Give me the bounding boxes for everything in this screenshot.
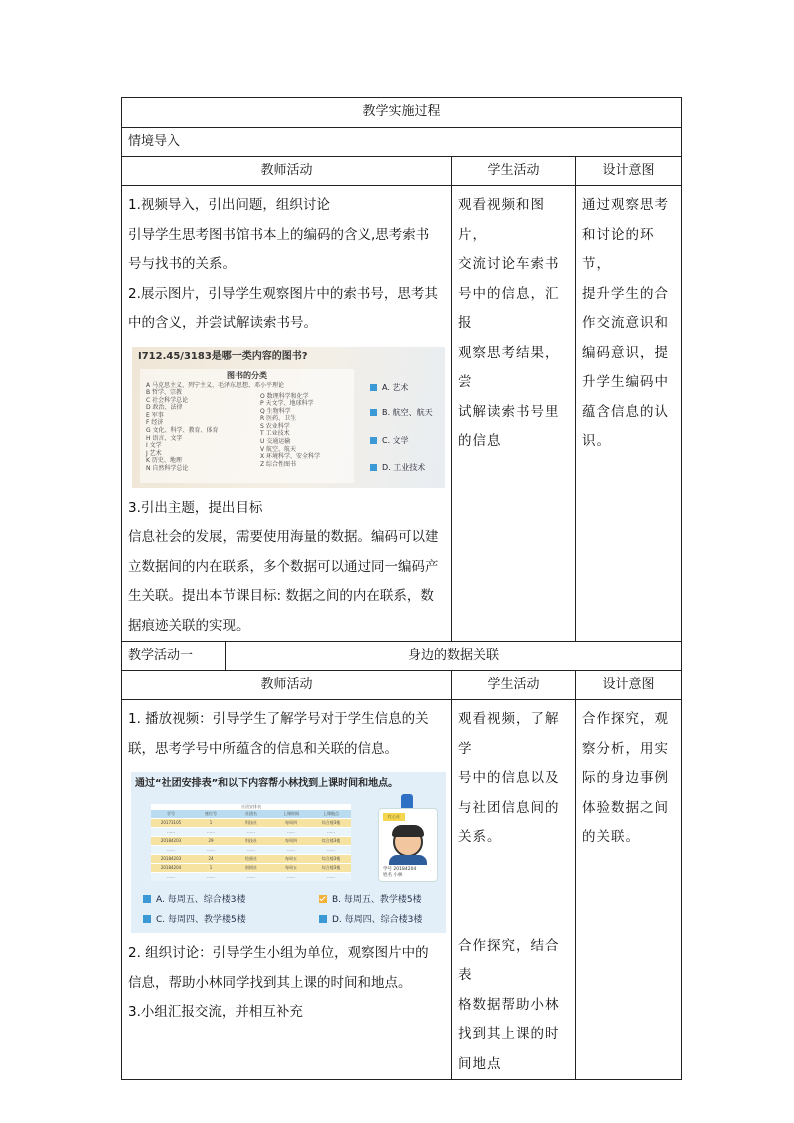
schedule-cell: 科技社 bbox=[245, 820, 257, 825]
book-classification-image bbox=[132, 347, 445, 488]
image-question: I712.45/3183是哪一类内容的图书? bbox=[138, 350, 308, 362]
schedule-cell: 24 bbox=[208, 856, 214, 861]
design-intent-cell bbox=[576, 186, 682, 642]
answer-option bbox=[319, 895, 422, 905]
classification-title: 图书的分类 bbox=[227, 370, 267, 380]
option-label: D. 工业技术 bbox=[382, 462, 426, 472]
activity-one-title: 身边的数据关联 bbox=[226, 642, 682, 671]
classification-item: I 文学 bbox=[146, 442, 162, 450]
schedule-cell: 综合楼3楼 bbox=[321, 856, 341, 861]
text-line: 据痕迹关联的实现。 bbox=[128, 617, 250, 634]
student-activity-cell bbox=[452, 186, 576, 642]
classification-item: J 艺术 bbox=[146, 449, 162, 457]
option-square-icon bbox=[319, 915, 327, 923]
image-question: 通过“社团安排表”和以下内容帮小林找到上课时间和地点。 bbox=[135, 778, 399, 789]
option-label: B. 航空、航天 bbox=[382, 407, 433, 417]
text-line: 3.引出主题，提出目标 bbox=[128, 499, 263, 516]
text-line: 2. 组织讨论：引导学生小组为单位，观察图片中的 bbox=[128, 945, 429, 961]
text-line: 间地点 bbox=[458, 1055, 502, 1072]
schedule-cell: …… bbox=[167, 847, 175, 852]
classification-item: G 文化、科学、教育、体育 bbox=[146, 427, 219, 435]
classification-item: D 政治、法律 bbox=[146, 404, 183, 412]
option-square-icon bbox=[370, 409, 377, 416]
schedule-table-title: 社团安排表 bbox=[241, 804, 261, 809]
classification-item: E 军事 bbox=[146, 411, 164, 419]
activity-one-label: 教学活动一 bbox=[122, 642, 226, 671]
text-line: 观察思考结果，尝 bbox=[458, 344, 560, 390]
classification-item: Z 综合性图书 bbox=[260, 460, 297, 468]
schedule-row bbox=[151, 828, 351, 836]
option-label: D. 每周四、综合楼3楼 bbox=[332, 915, 423, 925]
header-design-intent: 设计意图 bbox=[576, 157, 682, 186]
student-activity-cell bbox=[452, 700, 576, 1080]
schedule-cell: 综合楼3楼 bbox=[321, 865, 341, 870]
text-line: 号中的信息以及 bbox=[458, 770, 560, 786]
schedule-header-cell: 座位号 bbox=[205, 811, 217, 816]
avatar-hair-icon bbox=[392, 825, 424, 837]
classification-right-column bbox=[260, 393, 320, 469]
badge-tag-label: 红心社 bbox=[388, 814, 400, 819]
classification-box bbox=[140, 369, 354, 483]
option-label: C. 每周四、教学楼5楼 bbox=[156, 915, 246, 925]
classification-item: B 哲学、宗教 bbox=[146, 389, 183, 397]
text-line: 1.视频导入，引出问题，组织讨论 bbox=[128, 197, 330, 213]
text-line: 通过观察思考 bbox=[582, 197, 669, 213]
option-square-icon bbox=[370, 384, 377, 391]
schedule-row bbox=[151, 846, 351, 854]
section-intro-label: 情境导入 bbox=[122, 128, 682, 157]
text-line: 提升学生的合 bbox=[582, 285, 669, 302]
club-schedule-image bbox=[131, 772, 446, 933]
text-line: 号中的信息，汇报 bbox=[458, 285, 560, 331]
schedule-cell: 20184203 bbox=[160, 838, 182, 843]
header-teacher-activity: 教师活动 bbox=[122, 671, 452, 700]
text-line: 与社团信息间的 bbox=[458, 799, 560, 816]
answer-option bbox=[370, 383, 408, 392]
schedule-row bbox=[151, 855, 351, 863]
classification-item: S 农业科学 bbox=[260, 422, 290, 430]
teacher-activity-cell bbox=[122, 186, 452, 642]
text-line: 2.展示图片，引导学生观察图片中的索书号，思考其 bbox=[128, 285, 438, 302]
classification-item: T 工业技术 bbox=[260, 430, 290, 438]
text-line: 格数据帮助小林 bbox=[458, 996, 560, 1013]
text-line: 识。 bbox=[582, 433, 611, 449]
text-line: 引导学生思考图书馆书本上的编码的含义,思考索书 bbox=[128, 226, 430, 243]
answer-option bbox=[370, 436, 409, 445]
text-line: 合作探究，结合表 bbox=[458, 937, 560, 983]
text-line: 蕴含信息的认 bbox=[582, 403, 669, 420]
table-row bbox=[122, 700, 682, 1080]
text-line: 编码意识，提 bbox=[582, 344, 669, 361]
classification-item: X 环境科学、安全科学 bbox=[260, 453, 321, 461]
text-line: 找到其上课的时 bbox=[458, 1026, 560, 1042]
text-line: 交流讨论车索书 bbox=[458, 256, 560, 272]
schedule-cell: 每周四 bbox=[285, 820, 297, 825]
schedule-cell: 综合楼3楼 bbox=[321, 838, 341, 843]
badge-student-id: 学号 20184204 bbox=[383, 867, 417, 872]
text-line: 信息社会的发展，需要使用海量的数据。编码可以建 bbox=[128, 529, 439, 545]
text-line: 试解读索书号里 bbox=[458, 403, 560, 420]
schedule-header-cell: 学号 bbox=[167, 811, 175, 816]
schedule-cell: …… bbox=[247, 874, 255, 879]
text-line: 作交流意识和 bbox=[582, 315, 669, 331]
schedule-cell: 每周五 bbox=[285, 856, 297, 861]
header-teacher-activity: 教师活动 bbox=[122, 157, 452, 186]
student-id-badge bbox=[378, 808, 438, 882]
schedule-cell: …… bbox=[207, 829, 215, 834]
schedule-cell: 1 bbox=[209, 820, 213, 825]
schedule-header-cell: 上课时间 bbox=[283, 811, 299, 816]
text-line: 1. 播放视频：引导学生了解学号对于学生信息的关 bbox=[128, 711, 429, 727]
classification-item: A 马克思主义、列宁主义、毛泽东思想、邓小平理论 bbox=[146, 381, 285, 389]
text-line: 中的含义，并尝试解读索书号。 bbox=[128, 315, 317, 331]
teacher-activity-cell bbox=[122, 700, 452, 1080]
schedule-header-cell: 上课地点 bbox=[323, 811, 339, 816]
text-line: 信息，帮助小林同学找到其上课的时间和地点。 bbox=[128, 974, 412, 991]
badge-tag bbox=[383, 813, 405, 821]
schedule-cell: …… bbox=[287, 847, 295, 852]
schedule-cell: 20184204 bbox=[160, 865, 182, 870]
classification-item: F 经济 bbox=[146, 419, 164, 427]
text-line: 察分析，用实 bbox=[582, 740, 669, 757]
schedule-cell: …… bbox=[167, 874, 175, 879]
header-student-activity: 学生活动 bbox=[452, 157, 576, 186]
schedule-cell: …… bbox=[207, 847, 215, 852]
text-line: 观看视频，了解学 bbox=[458, 711, 560, 757]
text-line: 联，思考学号中所蕴含的信息和关联的信息。 bbox=[128, 740, 398, 757]
text-line: 升学生编码中 bbox=[582, 374, 669, 390]
schedule-cell: 科技社 bbox=[245, 838, 257, 843]
text-line: 的信息 bbox=[458, 433, 502, 449]
classification-item: P 天文学、地球科学 bbox=[260, 400, 314, 408]
header-student-activity: 学生活动 bbox=[452, 671, 576, 700]
schedule-cell: 20173105 bbox=[160, 820, 182, 825]
table-row bbox=[122, 186, 682, 642]
text-line: 生关联。提出本节课目标: 数据之间的内在联系，数 bbox=[128, 588, 434, 604]
schedule-row bbox=[151, 864, 351, 872]
answer-option bbox=[319, 915, 422, 925]
classification-item: N 自然科学总论 bbox=[146, 465, 189, 473]
text-line: 际的身边事例 bbox=[582, 770, 669, 786]
schedule-cell: …… bbox=[247, 829, 255, 834]
classification-item: Q 生物科学 bbox=[260, 407, 291, 415]
header-design-intent: 设计意图 bbox=[576, 671, 682, 700]
option-label: B. 每周五、教学楼5楼 bbox=[332, 895, 422, 905]
schedule-row bbox=[151, 819, 351, 827]
option-square-icon bbox=[370, 437, 377, 444]
text-line: 观看视频和图片， bbox=[458, 197, 545, 243]
schedule-cell: 20184203 bbox=[160, 856, 182, 861]
schedule-cell: 1 bbox=[209, 865, 213, 870]
schedule-cell: 绘画社 bbox=[245, 856, 257, 861]
schedule-cell: …… bbox=[327, 829, 335, 834]
classification-item: H 语言、文字 bbox=[146, 434, 183, 442]
text-line: 的关联。 bbox=[582, 829, 640, 845]
text-line: 体验数据之间 bbox=[582, 799, 669, 816]
text-line: 合作探究，观 bbox=[582, 711, 669, 727]
option-label: A. 每周五、综合楼3楼 bbox=[156, 895, 246, 905]
schedule-cell: …… bbox=[327, 874, 335, 879]
classification-item: O 数理科学和化学 bbox=[260, 392, 309, 400]
answer-option bbox=[143, 915, 246, 925]
classification-item: R 医药、卫生 bbox=[260, 415, 297, 423]
text-line: 立数据间的内在联系，多个数据可以通过同一编码产 bbox=[128, 558, 439, 575]
schedule-cell: …… bbox=[207, 874, 215, 879]
schedule-cell: 每周四 bbox=[285, 838, 297, 843]
schedule-cell: 29 bbox=[208, 838, 214, 843]
schedule-row bbox=[151, 837, 351, 845]
option-label: C. 文学 bbox=[382, 435, 409, 445]
badge-student-name: 姓名 小林 bbox=[383, 873, 403, 878]
classification-item: V 航空、航天 bbox=[260, 445, 297, 453]
checked-option-icon bbox=[319, 895, 327, 903]
schedule-cell: …… bbox=[287, 829, 295, 834]
option-label: A. 艺术 bbox=[382, 382, 409, 392]
schedule-row bbox=[151, 873, 351, 881]
text-line: 号与找书的关系。 bbox=[128, 256, 236, 272]
text-line: 关系。 bbox=[458, 829, 502, 845]
schedule-cell: …… bbox=[247, 847, 255, 852]
schedule-cell: …… bbox=[327, 847, 335, 852]
classification-item: U 交通运输 bbox=[260, 438, 291, 446]
text-line: 和讨论的环节， bbox=[582, 226, 655, 272]
schedule-cell: …… bbox=[167, 829, 175, 834]
club-schedule-table bbox=[151, 804, 351, 880]
option-square-icon bbox=[143, 895, 151, 903]
answer-option bbox=[370, 408, 433, 417]
schedule-header-cell: 社团名 bbox=[245, 811, 257, 816]
answer-option bbox=[143, 895, 245, 905]
option-square-icon bbox=[370, 464, 377, 471]
design-intent-cell bbox=[576, 700, 682, 1080]
option-square-icon bbox=[143, 915, 151, 923]
lesson-process-table bbox=[121, 97, 682, 1080]
schedule-cell: …… bbox=[287, 874, 295, 879]
text-line: 3.小组汇报交流，并相互补充 bbox=[128, 1004, 303, 1020]
avatar-body-icon bbox=[389, 855, 427, 865]
schedule-cell: 综合楼3楼 bbox=[321, 820, 341, 825]
classification-item: K 历史、地理 bbox=[146, 457, 182, 465]
schedule-cell: 围棋社 bbox=[245, 865, 257, 870]
schedule-header-row bbox=[151, 810, 351, 818]
answer-option bbox=[370, 463, 425, 472]
schedule-cell: 每周五 bbox=[285, 865, 297, 870]
classification-item: C 社会科学总论 bbox=[146, 396, 189, 404]
table-title: 教学实施过程 bbox=[122, 98, 682, 128]
